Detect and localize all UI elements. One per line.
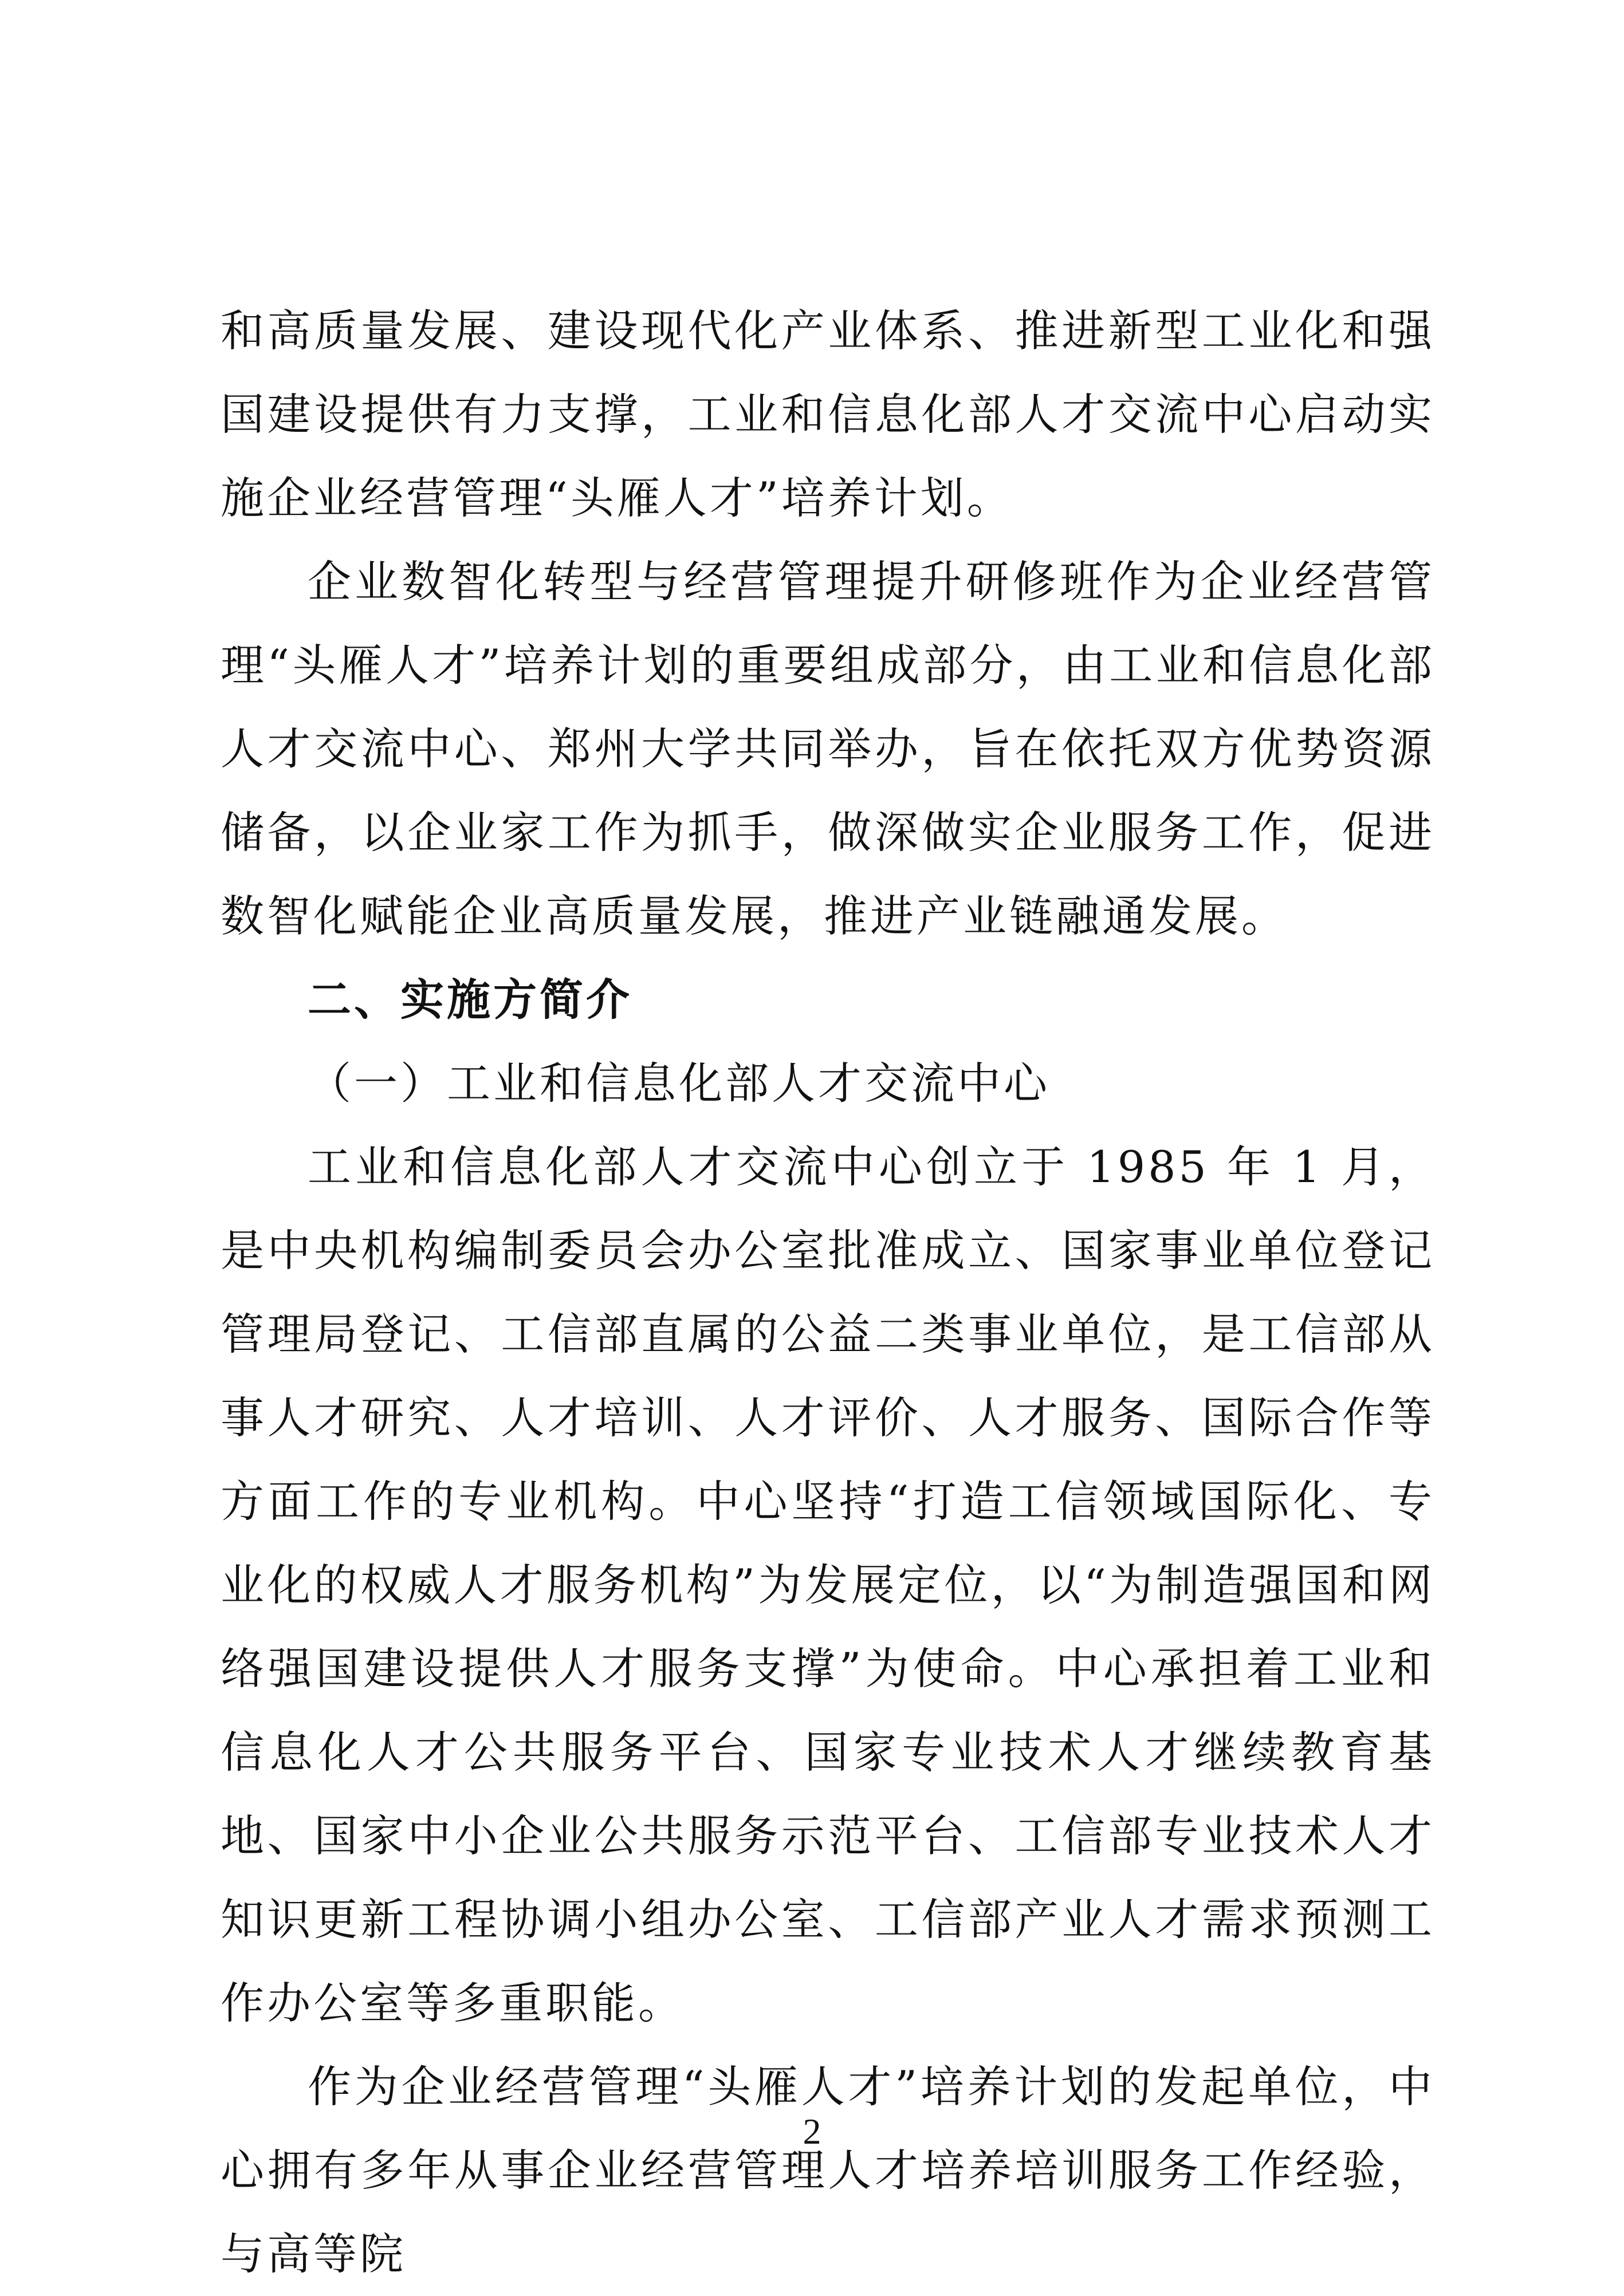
paragraph-continuation: 和高质量发展、建设现代化产业体系、推进新型工业化和强国建设提供有力支撑，工业和信息化部人才交流中心启动实施企业经营管理“头雁人才”培养计划。 [221, 305, 1435, 523]
body-text [221, 289, 1435, 2296]
subsection-heading: （一）工业和信息化部人才交流中心 [308, 1058, 1050, 1109]
paragraph-center-intro: 工业和信息化部人才交流中心创立于 1985 年 1 月，是中央机构编制委员会办公室批准成立、国家事业单位登记管理局登记、工信部直属的公益二类事业单位，是工信部从事人才研究、人才培训、人才评价、人才服务、国际合作等方面工作的专业机构。中心坚持“打造工信领域国际化、专业化的权威人才服务机构”为发展定位，以“为制造强国和网络强国建设提供人才服务支撑”为使命。中心承担着工业和信息化人才公共服务平台、国家专业技术人才继续教育基地、国家中小企业公共服务示范平台、工信部专业技术人才知识更新工程协调小组办公室、工信部产业人才需求预测工作办公室等多重职能。 [221, 1141, 1435, 2029]
page-number: 2 [803, 2111, 821, 2152]
section-heading: 二、实施方简介 [308, 974, 632, 1025]
paragraph-training-program: 企业数智化转型与经营管理提升研修班作为企业经营管理“头雁人才”培养计划的重要组成部分，由工业和信息化部人才交流中心、郑州大学共同举办，旨在依托双方优势资源储备，以企业家工作为抓手，做深做实企业服务工作，促进数智化赋能企业高质量发展，推进产业链融通发展。 [221, 556, 1435, 942]
paragraph-center-experience: 作为企业经营管理“头雁人才”培养计划的发起单位，中心拥有多年从事企业经营管理人才培养培训服务工作经验，与高等院 [221, 2061, 1435, 2279]
